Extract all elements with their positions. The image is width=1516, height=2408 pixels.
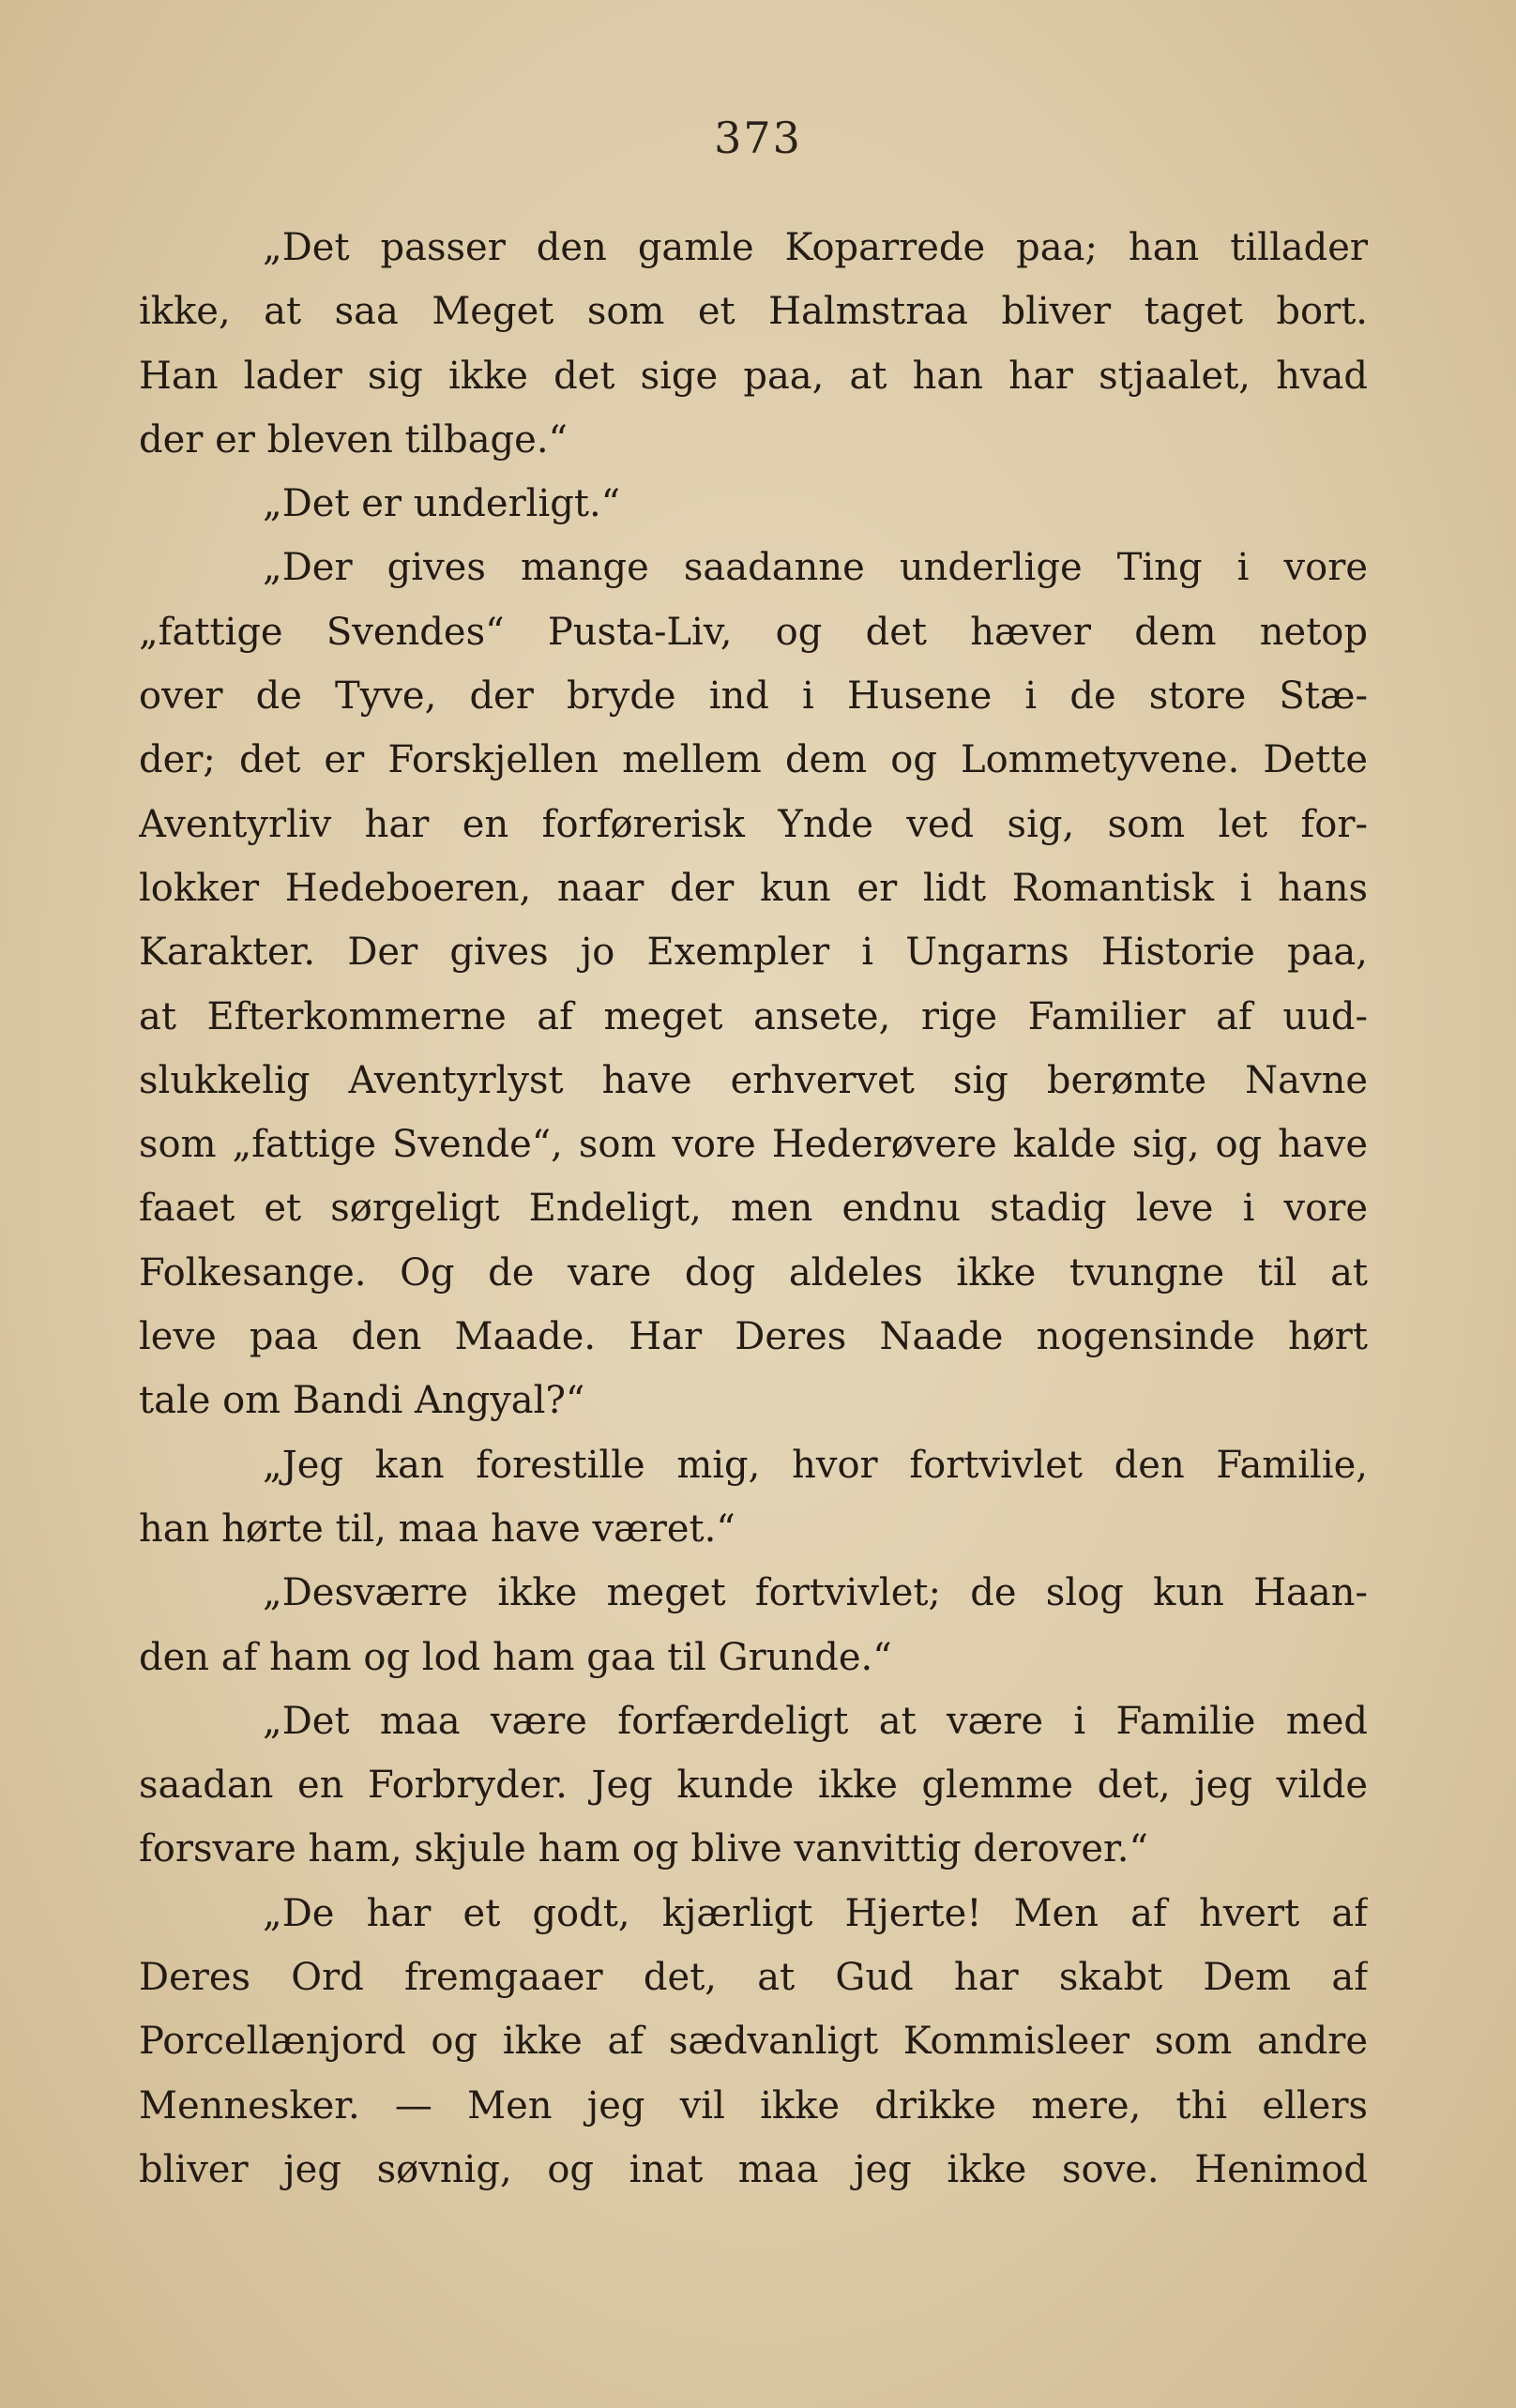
text-line: forsvare ham, skjule ham og blive vanvittig derover.“	[139, 1827, 1148, 1871]
text-line: at Efterkommerne af meget ansete, rige Familier af uud-	[139, 994, 1368, 1038]
text-line: den af ham og lod ham gaa til Grunde.“	[139, 1635, 892, 1679]
body-text	[139, 216, 1368, 2202]
text-line: „Det er underligt.“	[263, 482, 621, 526]
text-line: „Der gives mange saadanne underlige Ting i vore	[263, 546, 1368, 590]
text-line: „Jeg kan forestille mig, hvor fortvivlet den Familie,	[263, 1443, 1368, 1487]
text-line: Folkesange. Og de vare dog aldeles ikke tvungne til at	[139, 1250, 1368, 1295]
text-line: ikke, at saa Meget som et Halmstraa bliver taget bort.	[139, 290, 1368, 334]
text-line: Karakter. Der gives jo Exempler i Ungarns Historie paa,	[139, 931, 1368, 975]
text-line: „fattige Svendes“ Pusta-Liv, og det hæver dem netop	[139, 610, 1368, 654]
text-line: „Det passer den gamle Koparrede paa; han tillader	[263, 226, 1368, 269]
text-line: Han lader sig ikke det sige paa, at han har stjaalet, hvad	[139, 354, 1368, 398]
text-line: tale om Bandi Angyal?“	[139, 1379, 585, 1423]
text-line: „De har et godt, kjærligt Hjerte! Men af hvert af	[263, 1891, 1368, 1935]
text-line: saadan en Forbryder. Jeg kunde ikke glemme det, jeg vilde	[139, 1764, 1368, 1808]
page-number: 373	[714, 113, 802, 163]
text-line: slukkelig Aventyrlyst have erhvervet sig berømte Navne	[139, 1058, 1368, 1102]
text-line: bliver jeg søvnig, og inat maa jeg ikke sove. Henimod	[139, 2147, 1368, 2191]
text-line: over de Tyve, der bryde ind i Husene i de store Stæ-	[139, 674, 1368, 719]
text-line: der er bleven tilbage.“	[139, 417, 568, 462]
text-line: som „fattige Svende“, som vore Hederøvere kalde sig, og have	[139, 1123, 1368, 1167]
text-line: der; det er Forskjellen mellem dem og Lommetyvene. Dette	[139, 738, 1368, 782]
text-line: han hørte til, maa have været.“	[139, 1507, 735, 1551]
text-line: leve paa den Maade. Har Deres Naade nogensinde hørt	[139, 1315, 1368, 1359]
text-line: Aventyrliv har en forførerisk Ynde ved sig, som let for-	[139, 802, 1368, 846]
text-line: Porcellænjord og ikke af sædvanligt Kommisleer som andre	[139, 2020, 1368, 2064]
text-line: Mennesker. — Men jeg vil ikke drikke mere, thi ellers	[139, 2083, 1368, 2128]
text-line: „Det maa være forfærdeligt at være i Familie med	[263, 1699, 1368, 1743]
text-line: „Desværre ikke meget fortvivlet; de slog kun Haan-	[263, 1571, 1368, 1615]
text-line: lokker Hedeboeren, naar der kun er lidt Romantisk i hans	[139, 866, 1368, 910]
text-line: faaet et sørgeligt Endeligt, men endnu stadig leve i vore	[139, 1187, 1368, 1231]
text-line: Deres Ord fremgaaer det, at Gud har skabt Dem af	[139, 1956, 1368, 2000]
